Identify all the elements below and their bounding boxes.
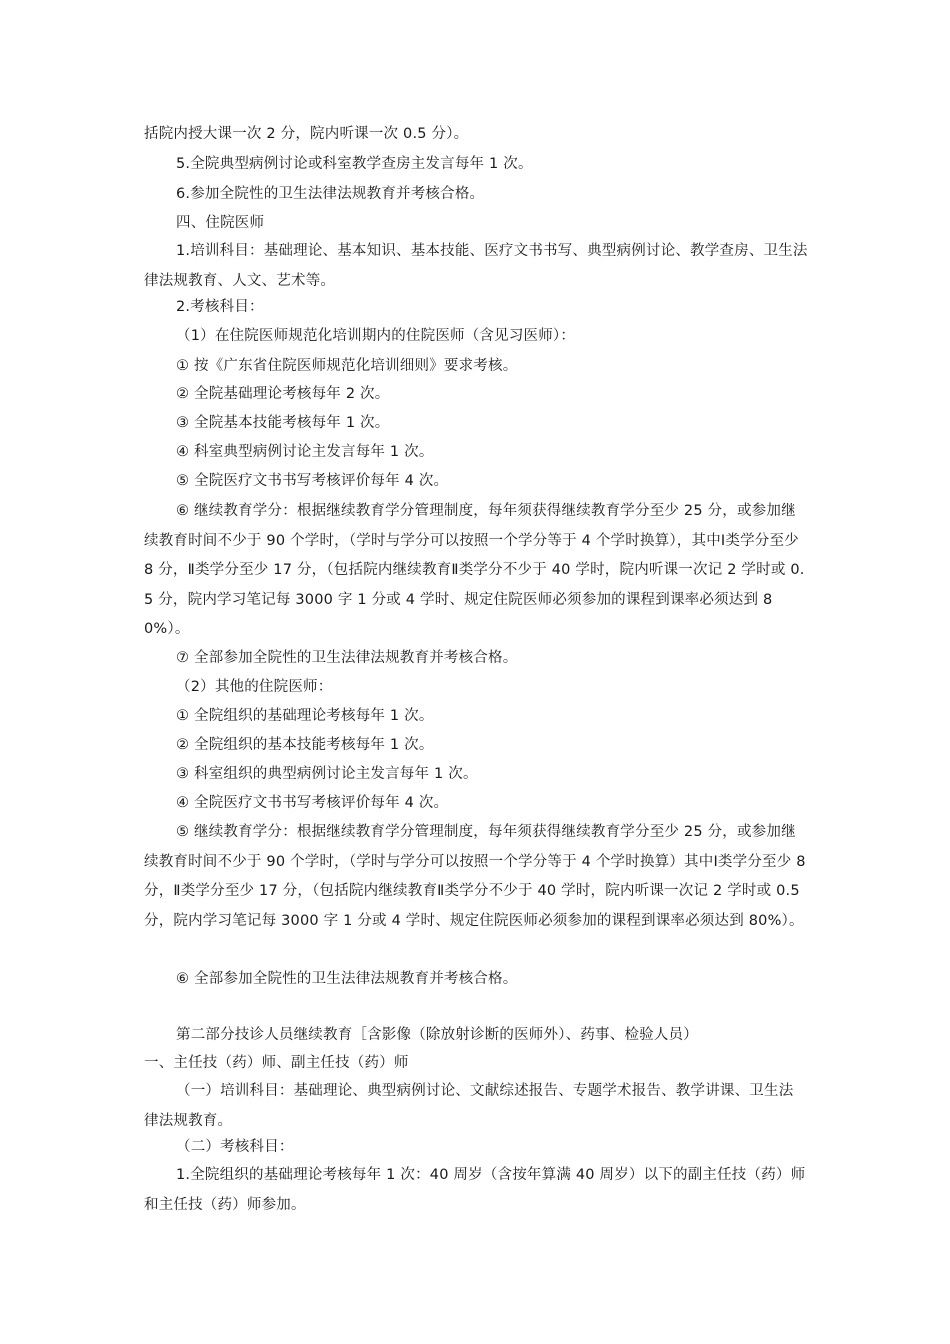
list-item: ③ 全院基本技能考核每年 1 次。 <box>176 415 390 431</box>
paragraph: 2.考核科目： <box>176 299 264 315</box>
list-item: ④ 全院医疗文书书写考核评价每年 4 次。 <box>176 795 449 811</box>
paragraph: 1.培训科目：基础理论、基本知识、基本技能、医疗文书书写、典型病例讨论、教学查房、卫生法律法规教育、人文、艺术等。 <box>144 243 808 289</box>
paragraph: （1）在住院医师规范化培训期内的住院医师（含见习医师）： <box>176 328 576 344</box>
paragraph: （一）培训科目：基础理论、典型病例讨论、文献综述报告、专题学术报告、教学讲课、卫生法律法规教育。 <box>144 1083 794 1129</box>
list-item: ② 全院基础理论考核每年 2 次。 <box>176 386 390 402</box>
list-item: ⑥ 继续教育学分：根据继续教育学分管理制度，每年须获得继续教育学分至少 25 分，或参加继续教育时间不少于 90 个学时，（学时与学分可以按照一个学分等于 4 个学时换算），其中Ⅰ类学分至少 8 分，Ⅱ类学分至少 17 分，（包括院内继续教育Ⅱ类学分不少于 40 学时，院内听课一次记 2 学时或 0.5 分，院内学习笔记每 3000 字 1 分或 4 学时、规定住院医师必须参加的课程到课率必须达到 80%）。 <box>144 503 805 637</box>
list-item: ② 全院组织的基本技能考核每年 1 次。 <box>176 737 434 753</box>
paragraph: （2）其他的住院医师： <box>176 679 333 695</box>
list-item: ④ 科室典型病例讨论主发言每年 1 次。 <box>176 444 434 460</box>
paragraph: 5.全院典型病例讨论或科室教学查房主发言每年 1 次。 <box>176 156 533 172</box>
section-heading: 四、住院医师 <box>176 215 265 231</box>
paragraph: （二）考核科目： <box>176 1139 294 1155</box>
paragraph: 6.参加全院性的卫生法律法规教育并考核合格。 <box>176 186 485 202</box>
paragraph: 括院内授大课一次 2 分，院内听课一次 0.5 分）。 <box>144 126 469 142</box>
list-item: ⑦ 全部参加全院性的卫生法律法规教育并考核合格。 <box>176 650 518 666</box>
list-item: ① 全院组织的基础理论考核每年 1 次。 <box>176 708 434 724</box>
section-heading: 一、主任技（药）师、副主任技（药）师 <box>144 1055 409 1071</box>
list-item: ⑤ 全院医疗文书书写考核评价每年 4 次。 <box>176 473 449 489</box>
paragraph: 1.全院组织的基础理论考核每年 1 次：40 周岁（含按年算满 40 周岁）以下的副主任技（药）师和主任技（药）师参加。 <box>144 1167 806 1213</box>
list-item: ③ 科室组织的典型病例讨论主发言每年 1 次。 <box>176 766 478 782</box>
list-item: ① 按《广东省住院医师规范化培训细则》要求考核。 <box>176 358 518 374</box>
list-item: ⑥ 全部参加全院性的卫生法律法规教育并考核合格。 <box>176 971 518 987</box>
section-heading: 第二部分技诊人员继续教育［含影像（除放射诊断的医师外）、药事、检验人员） <box>176 1027 698 1043</box>
list-item: ⑤ 继续教育学分：根据继续教育学分管理制度，每年须获得继续教育学分至少 25 分，或参加继续教育时间不少于 90 个学时，（学时与学分可以按照一个学分等于 4 个学时换算）其中Ⅰ类学分至少 8 分，Ⅱ类学分至少 17 分，（包括院内继续教育Ⅱ类学分不少于 40 学时，院内听课一次记 2 学时或 0.5 分，院内学习笔记每 3000 字 1 分或 4 学时、规定住院医师必须参加的课程到课率必须达到 80%）。 <box>144 824 806 929</box>
